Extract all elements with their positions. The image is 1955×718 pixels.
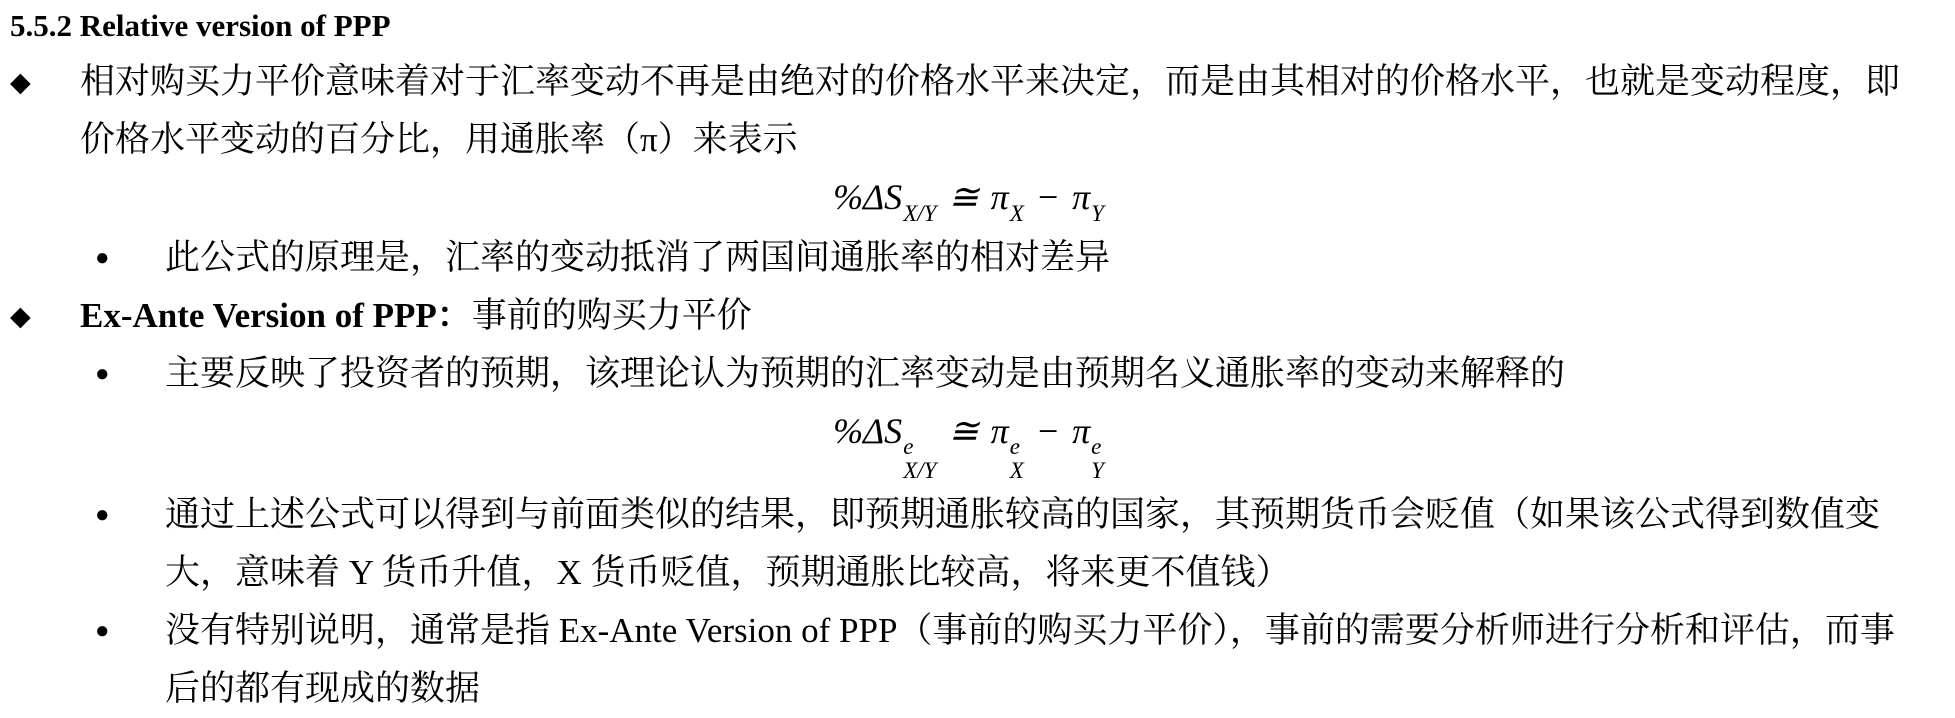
- formula-relation: ≅: [948, 410, 979, 451]
- list-item-relative-ppp: [10, 53, 1927, 169]
- relative-ppp-intro-text: 相对购买力平价意味着对于汇率变动不再是由绝对的价格水平来决定，而是由其相对的价格水平，也就是变动程度，即价格水平变动的百分比，用通胀率（π）来表示: [80, 62, 1901, 160]
- formula-lhs-sub: X/Y: [903, 456, 937, 483]
- formula-ex-ante-ppp: [10, 405, 1927, 482]
- dot-bullet-icon: ●: [95, 360, 110, 387]
- list-item-principle: [95, 229, 1927, 287]
- ex-ante-term-line: [80, 287, 1927, 345]
- page-title: 5.5.2 Relative version of PPP: [10, 8, 391, 43]
- formula-relation: ≅: [948, 177, 979, 218]
- formula-term2-sub: Y: [1091, 456, 1104, 483]
- formula-relative-ppp: [10, 171, 1927, 225]
- formula-term2-sup: e: [1091, 433, 1102, 460]
- formula-lhs-base: %ΔS: [833, 410, 903, 451]
- principle-text: 此公式的原理是，汇率的变动抵消了两国间通胀率的相对差异: [165, 237, 1111, 277]
- formula-lhs-sup: e: [903, 433, 914, 460]
- formula-minus-operator: −: [1035, 177, 1061, 218]
- formula-lhs-base: %ΔS: [833, 177, 903, 218]
- formula-term2-base: π: [1072, 410, 1091, 451]
- ex-ante-term: Ex-Ante Version of PPP：: [80, 295, 472, 335]
- dot-bullet-icon: ●: [95, 617, 110, 644]
- formula-term1: [990, 410, 1024, 483]
- diamond-bullet-icon: ◆: [10, 300, 31, 331]
- formula-term1: [990, 177, 1024, 226]
- list-item-expectation: [95, 345, 1927, 403]
- default-meaning-text: 没有特别说明，通常是指 Ex-Ante Version of PPP（事前的购买力平价），事前的需要分析师进行分析和评估，而事后的都有现成的数据: [165, 610, 1895, 708]
- list-item-ex-ante-ppp: [10, 287, 1927, 345]
- formula-term2-sub: Y: [1091, 199, 1104, 226]
- formula-lhs-scripts: [903, 199, 937, 226]
- ex-ante-term-desc: 事前的购买力平价: [471, 295, 752, 335]
- formula-term1-scripts: [1010, 435, 1024, 481]
- formula-term2: [1072, 410, 1104, 483]
- list-item-result: [95, 486, 1927, 602]
- dot-bullet-icon: ●: [95, 244, 110, 271]
- formula-term1-base: π: [990, 410, 1009, 451]
- list-item-default-meaning: [95, 602, 1927, 718]
- formula-lhs-scripts: [903, 435, 936, 481]
- formula-term2-scripts: [1091, 199, 1104, 226]
- result-text: 通过上述公式可以得到与前面类似的结果，即预期通胀较高的国家，其预期货币会贬值（如果该公式得到数值变大，意味着 Y 货币升值，X 货币贬值，预期通胀比较高，将来更不值钱）: [165, 494, 1881, 592]
- formula-term2-scripts: [1091, 435, 1104, 481]
- diamond-bullet-icon: ◆: [10, 67, 31, 98]
- formula-lhs: [833, 410, 937, 483]
- formula-lhs: [833, 177, 937, 226]
- formula-term1-sub: X: [1009, 456, 1024, 483]
- formula-term1-scripts: [1009, 199, 1024, 226]
- formula-term2-base: π: [1072, 177, 1091, 218]
- formula-term1-base: π: [990, 177, 1009, 218]
- dot-bullet-icon: ●: [95, 501, 110, 528]
- formula-term1-sub: X: [1009, 199, 1024, 226]
- expectation-text: 主要反映了投资者的预期，该理论认为预期的汇率变动是由预期名义通胀率的变动来解释的: [165, 353, 1566, 393]
- formula-minus-operator: −: [1035, 410, 1061, 451]
- formula-term1-sup: e: [1009, 433, 1020, 460]
- formula-lhs-sub: X/Y: [903, 199, 937, 226]
- formula-term2: [1072, 177, 1104, 226]
